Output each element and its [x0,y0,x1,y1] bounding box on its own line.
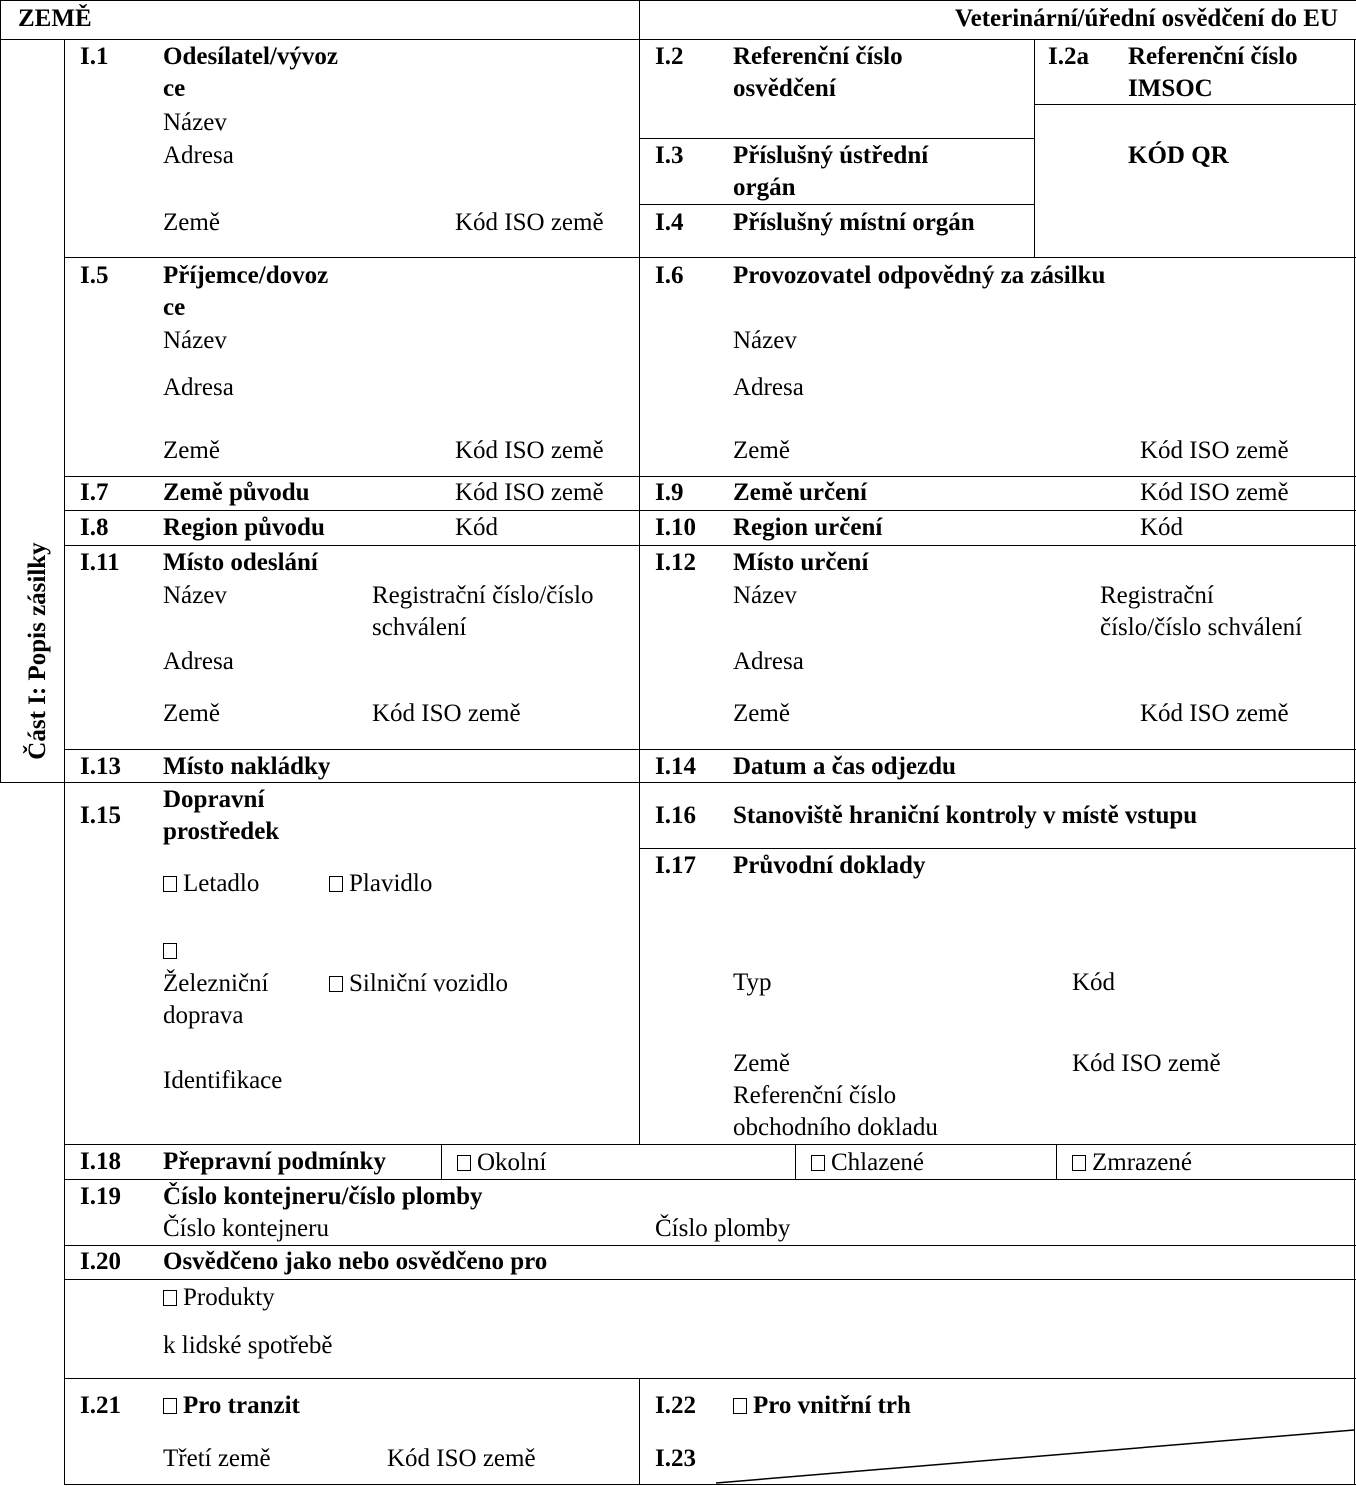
rail-label: Železniční [163,970,269,997]
frozen-label: Zmrazené [1092,1149,1192,1176]
address-label: Adresa [163,648,234,675]
box-title-cont: ce [163,294,186,321]
box-number: I.11 [80,549,120,576]
container-number-label: Číslo kontejneru [163,1215,329,1242]
iso-code-label: Kód ISO země [1140,700,1289,727]
box-title: Odesílatel/vývoz [163,43,338,70]
road-vehicle-option[interactable] [329,968,508,1000]
box-number: I.9 [655,479,684,506]
box-number: I.15 [80,802,121,829]
qr-code-label: KÓD QR [1128,142,1229,169]
name-label: Název [163,109,227,136]
box-number: I.13 [80,753,121,780]
iso-code-label: Kód ISO země [455,209,604,236]
frozen-checkbox[interactable] [1072,1155,1086,1171]
type-label: Typ [733,969,772,996]
certificate-title: Veterinární/úřední osvědčení do EU [954,5,1338,32]
iso-code-label: Kód ISO země [387,1445,536,1472]
country-label: Země [733,437,790,464]
human-consumption-label: k lidské spotřebě [163,1332,333,1359]
box-title: Datum a čas odjezdu [733,753,956,780]
vessel-option[interactable] [329,868,432,900]
box-number: I.12 [655,549,696,576]
road-vehicle-label: Silniční vozidlo [349,970,509,997]
box-number: I.7 [80,479,109,506]
box-title: Provozovatel odpovědný za zásilku [733,262,1106,289]
commercial-doc-label-cont: obchodního dokladu [733,1114,938,1141]
commercial-doc-label: Referenční číslo [733,1082,897,1109]
iso-code-label: Kód ISO země [372,700,521,727]
road-vehicle-checkbox[interactable] [329,976,343,992]
vessel-label: Plavidlo [349,870,433,897]
transit-label: Pro tranzit [183,1392,300,1419]
products-option[interactable] [163,1282,275,1314]
identification-label: Identifikace [163,1067,283,1094]
address-label: Adresa [163,142,234,169]
internal-market-checkbox[interactable] [733,1398,747,1414]
chilled-checkbox[interactable] [811,1155,825,1171]
box-title: Osvědčeno jako nebo osvědčeno pro [163,1248,548,1275]
registration-label-cont: schválení [372,614,467,641]
box-title: Místo odeslání [163,549,318,576]
iso-code-label: Kód ISO země [1140,479,1289,506]
iso-code-label: Kód ISO země [455,479,604,506]
box-number: I.20 [80,1248,121,1275]
box-number: I.14 [655,753,696,780]
seal-number-label: Číslo plomby [655,1215,791,1242]
box-title-cont: IMSOC [1128,75,1213,102]
ambient-checkbox[interactable] [457,1155,471,1171]
ambient-option[interactable] [457,1147,546,1179]
box-number: I.23 [655,1445,696,1472]
box-number: I.1 [80,43,109,70]
box-number: I.8 [80,514,109,541]
address-label: Adresa [163,374,234,401]
products-checkbox[interactable] [163,1290,177,1306]
internal-market-label: Pro vnitřní trh [753,1392,911,1419]
box-number: I.17 [655,852,696,879]
box-number: I.5 [80,262,109,289]
box-title: Dopravní [163,786,265,813]
name-label: Název [163,582,227,609]
box-number: I.10 [655,514,696,541]
box-number: I.19 [80,1183,121,1210]
transit-option[interactable] [163,1390,300,1422]
box-title: Příjemce/dovoz [163,262,329,289]
box-title: Region určení [733,514,883,541]
iso-code-label: Kód ISO země [1072,1050,1221,1077]
registration-label: Registrační [1100,582,1214,609]
name-label: Název [163,327,227,354]
box-number: I.2a [1048,43,1089,70]
rail-label-cont: doprava [163,1002,244,1029]
chilled-option[interactable] [811,1147,924,1179]
box-title: Stanoviště hraniční kontroly v místě vstupu [733,802,1198,829]
box-title: Číslo kontejneru/číslo plomby [163,1183,483,1210]
box-title: Místo nakládky [163,753,331,780]
box-title-cont: orgán [733,174,796,201]
box-number: I.3 [655,142,684,169]
box-title: Příslušný místní orgán [733,209,975,236]
third-country-label: Třetí země [163,1445,271,1472]
transit-checkbox[interactable] [163,1398,177,1414]
part-one-label: Část I: Popis zásilky [24,542,51,760]
registration-label: Registrační číslo/číslo [372,582,594,609]
country-label: Země [733,700,790,727]
address-label: Adresa [733,648,804,675]
box-title: Referenční číslo [1128,43,1298,70]
aircraft-label: Letadlo [183,870,260,897]
code-label: Kód [1072,969,1116,996]
iso-code-label: Kód ISO země [455,437,604,464]
frozen-option[interactable] [1072,1147,1192,1179]
box-number: I.18 [80,1148,121,1175]
box-title: Země určení [733,479,867,506]
box-number: I.21 [80,1392,121,1419]
box-number: I.16 [655,802,696,829]
name-label: Název [733,582,797,609]
code-label: Kód [455,514,499,541]
products-label: Produkty [183,1284,275,1311]
aircraft-option[interactable] [163,868,259,900]
country-label: Země [733,1050,790,1077]
box-title-cont: prostředek [163,818,280,845]
box-number: I.4 [655,209,684,236]
country-label: Země [163,437,220,464]
internal-market-option[interactable] [733,1390,911,1422]
box-title: Region původu [163,514,325,541]
aircraft-checkbox[interactable] [163,876,177,892]
name-label: Název [733,327,797,354]
ambient-label: Okolní [477,1149,547,1176]
box-number: I.2 [655,43,684,70]
chilled-label: Chlazené [831,1149,925,1176]
country-label: Země [163,209,220,236]
country-header: ZEMĚ [18,5,92,32]
registration-label-cont: číslo/číslo schválení [1100,614,1303,641]
country-label: Země [163,700,220,727]
box-title: Země původu [163,479,310,506]
rail-option[interactable] [163,935,183,967]
box-title-cont: ce [163,75,186,102]
box-title: Průvodní doklady [733,852,926,879]
vessel-checkbox[interactable] [329,876,343,892]
code-label: Kód [1140,514,1184,541]
box-title: Referenční číslo [733,43,903,70]
box-title: Přepravní podmínky [163,1148,386,1175]
address-label: Adresa [733,374,804,401]
box-title: Příslušný ústřední [733,142,929,169]
iso-code-label: Kód ISO země [1140,437,1289,464]
box-title-cont: osvědčení [733,75,836,102]
box-number: I.22 [655,1392,696,1419]
box-title: Místo určení [733,549,869,576]
rail-checkbox[interactable] [163,943,177,959]
box-number: I.6 [655,262,684,289]
